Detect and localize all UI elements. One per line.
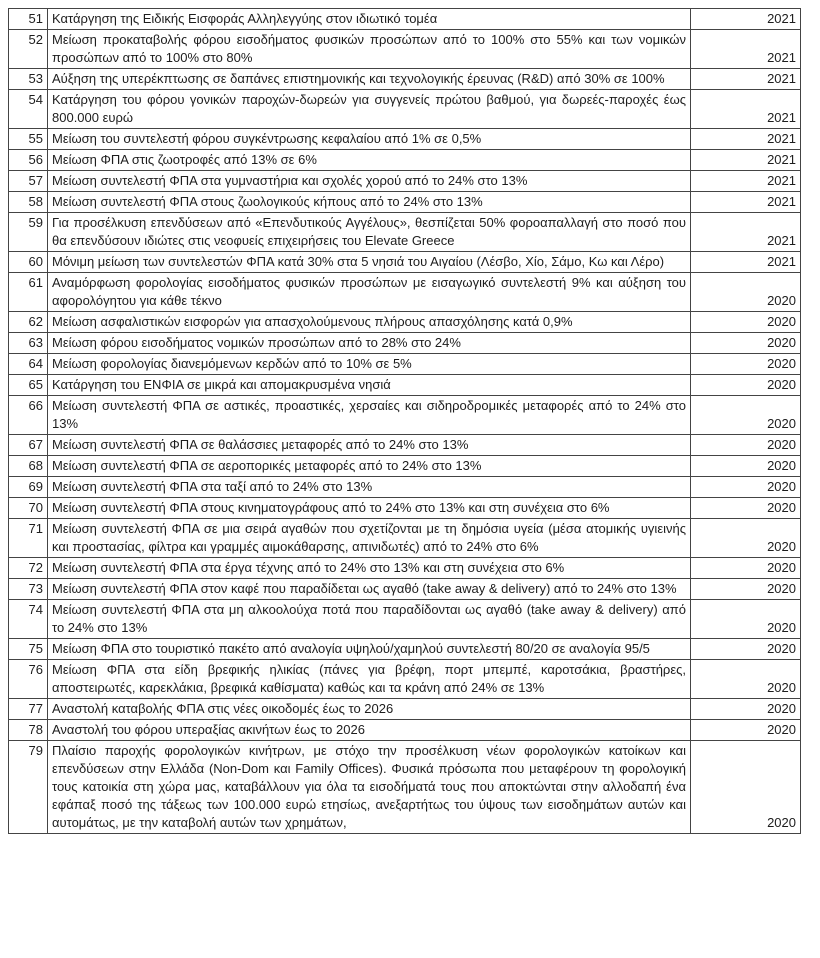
row-number-cell: 53: [9, 69, 48, 90]
measure-description-cell: Μείωση συντελεστή ΦΠΑ στα γυμναστήρια και σχολές χορού από το 24% στο 13%: [48, 171, 691, 192]
row-number-cell: 66: [9, 396, 48, 435]
row-number-cell: 63: [9, 333, 48, 354]
table-row: [9, 333, 801, 354]
table-row: [9, 252, 801, 273]
table-row: [9, 498, 801, 519]
row-number-cell: 61: [9, 273, 48, 312]
row-number-cell: 62: [9, 312, 48, 333]
year-cell: 2020: [691, 519, 801, 558]
year-cell: 2021: [691, 129, 801, 150]
row-number-cell: 73: [9, 579, 48, 600]
measure-description-cell: Αναστολή καταβολής ΦΠΑ στις νέες οικοδομές έως το 2026: [48, 699, 691, 720]
measure-description-cell: Μείωση συντελεστή ΦΠΑ στα μη αλκοολούχα ποτά που παραδίδονται ως αγαθό (take away & delivery) από το 24% στο 13%: [48, 600, 691, 639]
measure-description-cell: Κατάργηση της Ειδικής Εισφοράς Αλληλεγγύης στον ιδιωτικό τομέα: [48, 9, 691, 30]
year-cell: 2020: [691, 375, 801, 396]
table-row: [9, 129, 801, 150]
year-cell: 2021: [691, 30, 801, 69]
measure-description-cell: Μείωση ΦΠΑ στο τουριστικό πακέτο από αναλογία υψηλού/χαμηλού συντελεστή 80/20 σε αναλογία 95/5: [48, 639, 691, 660]
row-number-cell: 54: [9, 90, 48, 129]
year-cell: 2020: [691, 312, 801, 333]
year-cell: 2020: [691, 600, 801, 639]
table-row: [9, 579, 801, 600]
year-cell: 2020: [691, 456, 801, 477]
table-row: [9, 477, 801, 498]
table-row: [9, 375, 801, 396]
year-cell: 2020: [691, 720, 801, 741]
table-row: [9, 273, 801, 312]
table-row: [9, 741, 801, 834]
year-cell: 2021: [691, 171, 801, 192]
year-cell: 2021: [691, 90, 801, 129]
year-cell: 2020: [691, 333, 801, 354]
table-row: [9, 600, 801, 639]
table-row: [9, 456, 801, 477]
year-cell: 2020: [691, 639, 801, 660]
table-row: [9, 435, 801, 456]
row-number-cell: 68: [9, 456, 48, 477]
table-row: [9, 90, 801, 129]
year-cell: 2021: [691, 9, 801, 30]
row-number-cell: 67: [9, 435, 48, 456]
measure-description-cell: Πλαίσιο παροχής φορολογικών κινήτρων, με στόχο την προσέλκυση νέων φορολογικών κατοίκων και επενδύσεων στην Ελλάδα (Non-Dom και Family Offices). Φυσικά πρόσωπα που μεταφέρουν τη φορολογική τους κατοικία στη χώρα μας, καταβάλλουν για όλα τα εισοδήματά τους που αποκτώνται στην αλλοδαπή ένα εφάπαξ ποσό της τάξεως των 100.000 ευρώ ετησίως, ανεξαρτήτως του ύψους των εισοδημάτων αυτών και αυτομάτως, με την καταβολή αυτών των χρημάτων,: [48, 741, 691, 834]
row-number-cell: 57: [9, 171, 48, 192]
measure-description-cell: Μείωση ασφαλιστικών εισφορών για απασχολούμενους πλήρους απασχόλησης κατά 0,9%: [48, 312, 691, 333]
measure-description-cell: Μείωση φόρου εισοδήματος νομικών προσώπων από το 28% στο 24%: [48, 333, 691, 354]
row-number-cell: 60: [9, 252, 48, 273]
year-cell: 2021: [691, 192, 801, 213]
row-number-cell: 59: [9, 213, 48, 252]
year-cell: 2020: [691, 396, 801, 435]
row-number-cell: 72: [9, 558, 48, 579]
year-cell: 2020: [691, 273, 801, 312]
row-number-cell: 69: [9, 477, 48, 498]
row-number-cell: 65: [9, 375, 48, 396]
table-row: [9, 192, 801, 213]
measure-description-cell: Μείωση του συντελεστή φόρου συγκέντρωσης κεφαλαίου από 1% σε 0,5%: [48, 129, 691, 150]
row-number-cell: 58: [9, 192, 48, 213]
measure-description-cell: Μείωση συντελεστή ΦΠΑ στους κινηματογράφους από το 24% στο 13% και στη συνέχεια στο 6%: [48, 498, 691, 519]
row-number-cell: 64: [9, 354, 48, 375]
measure-description-cell: Κατάργηση του ΕΝΦΙΑ σε μικρά και απομακρυσμένα νησιά: [48, 375, 691, 396]
year-cell: 2020: [691, 477, 801, 498]
year-cell: 2020: [691, 699, 801, 720]
table-row: [9, 699, 801, 720]
measure-description-cell: Αναμόρφωση φορολογίας εισοδήματος φυσικών προσώπων με εισαγωγικό συντελεστή 9% και αύξηση του αφορολόγητου για κάθε τέκνο: [48, 273, 691, 312]
table-row: [9, 69, 801, 90]
measure-description-cell: Μείωση συντελεστή ΦΠΑ σε θαλάσσιες μεταφορές από το 24% στο 13%: [48, 435, 691, 456]
measure-description-cell: Αναστολή του φόρου υπεραξίας ακινήτων έως το 2026: [48, 720, 691, 741]
year-cell: 2020: [691, 579, 801, 600]
table-row: [9, 660, 801, 699]
table-row: [9, 354, 801, 375]
table-row: [9, 396, 801, 435]
table-row: [9, 171, 801, 192]
row-number-cell: 71: [9, 519, 48, 558]
measure-description-cell: Για προσέλκυση επενδύσεων από «Επενδυτικούς Αγγέλους», θεσπίζεται 50% φοροαπαλλαγή στο ποσό που θα επενδύσουν ιδιώτες στις νεοφυείς επιχειρήσεις του Elevate Greece: [48, 213, 691, 252]
table-row: [9, 312, 801, 333]
table-row: [9, 150, 801, 171]
measure-description-cell: Μείωση ΦΠΑ στα είδη βρεφικής ηλικίας (πάνες για βρέφη, πορτ μπεμπέ, καροτσάκια, βραστήρες, αποστειρωτές, καρεκλάκια, βρεφικά καθίσματα) καθώς και τα κράνη από 24% σε 13%: [48, 660, 691, 699]
row-number-cell: 78: [9, 720, 48, 741]
year-cell: 2020: [691, 435, 801, 456]
row-number-cell: 75: [9, 639, 48, 660]
measure-description-cell: Μείωση συντελεστή ΦΠΑ σε αεροπορικές μεταφορές από το 24% στο 13%: [48, 456, 691, 477]
year-cell: 2021: [691, 252, 801, 273]
row-number-cell: 70: [9, 498, 48, 519]
measure-description-cell: Μόνιμη μείωση των συντελεστών ΦΠΑ κατά 30% στα 5 νησιά του Αιγαίου (Λέσβο, Χίο, Σάμο, Κω και Λέρο): [48, 252, 691, 273]
row-number-cell: 74: [9, 600, 48, 639]
measure-description-cell: Κατάργηση του φόρου γονικών παροχών-δωρεών για συγγενείς πρώτου βαθμού, για δωρεές-παροχές έως 800.000 ευρώ: [48, 90, 691, 129]
table-row: [9, 558, 801, 579]
row-number-cell: 77: [9, 699, 48, 720]
year-cell: 2021: [691, 213, 801, 252]
measure-description-cell: Μείωση φορολογίας διανεμόμενων κερδών από το 10% σε 5%: [48, 354, 691, 375]
measures-table-body: [9, 9, 801, 834]
table-row: [9, 639, 801, 660]
year-cell: 2020: [691, 498, 801, 519]
table-row: [9, 519, 801, 558]
year-cell: 2020: [691, 660, 801, 699]
table-row: [9, 9, 801, 30]
year-cell: 2020: [691, 558, 801, 579]
table-row: [9, 720, 801, 741]
measure-description-cell: Μείωση συντελεστή ΦΠΑ στον καφέ που παραδίδεται ως αγαθό (take away & delivery) από το 24% στο 13%: [48, 579, 691, 600]
tax-measures-table: [8, 8, 801, 834]
measure-description-cell: Μείωση ΦΠΑ στις ζωοτροφές από 13% σε 6%: [48, 150, 691, 171]
measure-description-cell: Μείωση συντελεστή ΦΠΑ στα ταξί από το 24% στο 13%: [48, 477, 691, 498]
row-number-cell: 52: [9, 30, 48, 69]
table-row: [9, 30, 801, 69]
measure-description-cell: Μείωση συντελεστή ΦΠΑ σε αστικές, προαστικές, χερσαίες και σιδηροδρομικές μεταφορές από το 24% στο 13%: [48, 396, 691, 435]
measure-description-cell: Μείωση προκαταβολής φόρου εισοδήματος φυσικών προσώπων από το 100% στο 55% και των νομικών προσώπων από το 100% στο 80%: [48, 30, 691, 69]
year-cell: 2020: [691, 354, 801, 375]
measure-description-cell: Αύξηση της υπερέκπτωσης σε δαπάνες επιστημονικής και τεχνολογικής έρευνας (R&D) από 30% σε 100%: [48, 69, 691, 90]
measure-description-cell: Μείωση συντελεστή ΦΠΑ σε μια σειρά αγαθών που σχετίζονται με τη δημόσια υγεία (μέσα ατομικής υγιεινής και προστασίας, φίλτρα και γραμμές αιμοκάθαρσης, απινιδωτές) από το 24% στο 6%: [48, 519, 691, 558]
row-number-cell: 76: [9, 660, 48, 699]
table-row: [9, 213, 801, 252]
year-cell: 2021: [691, 69, 801, 90]
year-cell: 2020: [691, 741, 801, 834]
row-number-cell: 51: [9, 9, 48, 30]
measure-description-cell: Μείωση συντελεστή ΦΠΑ στους ζωολογικούς κήπους από το 24% στο 13%: [48, 192, 691, 213]
year-cell: 2021: [691, 150, 801, 171]
row-number-cell: 55: [9, 129, 48, 150]
row-number-cell: 56: [9, 150, 48, 171]
measure-description-cell: Μείωση συντελεστή ΦΠΑ στα έργα τέχνης από το 24% στο 13% και στη συνέχεια στο 6%: [48, 558, 691, 579]
row-number-cell: 79: [9, 741, 48, 834]
